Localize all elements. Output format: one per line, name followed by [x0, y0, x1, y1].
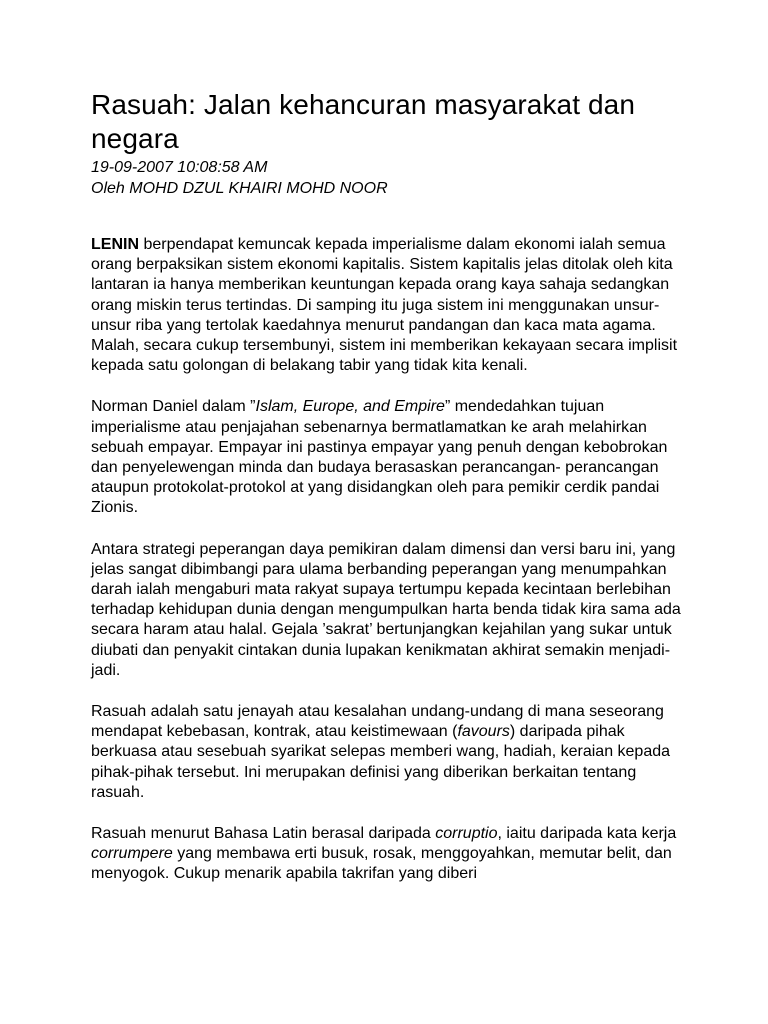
paragraph-5-italic-2: corrumpere — [91, 845, 173, 863]
paragraph-4-italic: favours — [457, 723, 510, 741]
article-title: Rasuah: Jalan kehancuran masyarakat dan negara — [91, 89, 636, 154]
article-body — [91, 235, 691, 885]
paragraph-2-after: ” mendedahkan tujuan imperialisme atau penjajahan sebenarnya bermatlamatkan ke arah melahirkan sebuah empayar. Empayar ini pastinya empayar yang penuh dengan kebobrokan dan penyelewengan minda dan budaya berasaskan perancangan- perancangan ataupun protokolat-protokol at yang disidangkan oleh para pemikir cerdik pandai Zionis. — [91, 398, 668, 517]
document-page — [91, 88, 691, 906]
paragraph-1-text: berpendapat kemuncak kepada imperialisme dalam ekonomi ialah semua orang berpaksikan sistem ekonomi kapitalis. Sistem kapitalis jelas ditolak oleh kita lantaran ia hanya memberikan keuntungan kepada orang kaya sahaja sedangkan orang miskin terus tertindas. Di samping itu juga sistem ini menggunakan unsur-unsur riba yang tertolak kaedahnya menurut pandangan dan kaca mata agama. Malah, secara cukup tersembunyi, sistem ini memberikan kekayaan secara implisit kepada satu golongan di belakang tabir yang tidak kita kenali. — [91, 236, 678, 375]
paragraph-4 — [91, 702, 691, 803]
paragraph-5-before: Rasuah menurut Bahasa Latin berasal daripada — [91, 825, 436, 843]
paragraph-3: Antara strategi peperangan daya pemikiran dalam dimensi dan versi baru ini, yang jelas sangat dibimbangi para ulama berbanding peperangan yang menumpahkan darah ialah mengaburi mata rakyat supaya tertumpu kepada kecintaan berlebihan terhadap kehidupan dunia dengan mengumpulkan harta benda tidak kira sama ada secara haram atau halal. Gejala ’sakrat’ bertunjangkan kejahilan yang sukar untuk diubati dan penyakit cintakan dunia lupakan kenikmatan akhirat semakin menjadi-jadi. — [91, 540, 681, 679]
paragraph-1-lead: LENIN — [91, 236, 139, 253]
article-byline: Oleh MOHD DZUL KHAIRI MOHD NOOR — [91, 180, 388, 197]
paragraph-2 — [91, 397, 691, 518]
paragraph-4-after: ) daripada pihak berkuasa atau sesebuah syarikat selepas memberi wang, hadiah, keraian kepada pihak-pihak tersebut. Ini merupakan definisi yang diberikan berkaitan tentang rasuah. — [91, 723, 671, 801]
paragraph-2-before: Norman Daniel dalam ” — [91, 398, 256, 416]
book-title: Islam, Europe, and Empire — [255, 398, 445, 416]
article-date: 19-09-2007 10:08:58 AM — [91, 159, 268, 176]
paragraph-5 — [91, 824, 691, 885]
paragraph-5-middle: , iaitu daripada kata kerja — [497, 825, 677, 843]
paragraph-1 — [91, 235, 691, 376]
paragraph-4-before: Rasuah adalah satu jenayah atau kesalahan undang-undang di mana seseorang mendapat kebebasan, kontrak, atau keistimewaan ( — [91, 703, 664, 741]
paragraph-5-italic-1: corruptio — [435, 825, 498, 843]
paragraph-5-after: yang membawa erti busuk, rosak, menggoyahkan, memutar belit, dan menyogok. Cukup menarik apabila takrifan yang diberi — [91, 845, 672, 883]
